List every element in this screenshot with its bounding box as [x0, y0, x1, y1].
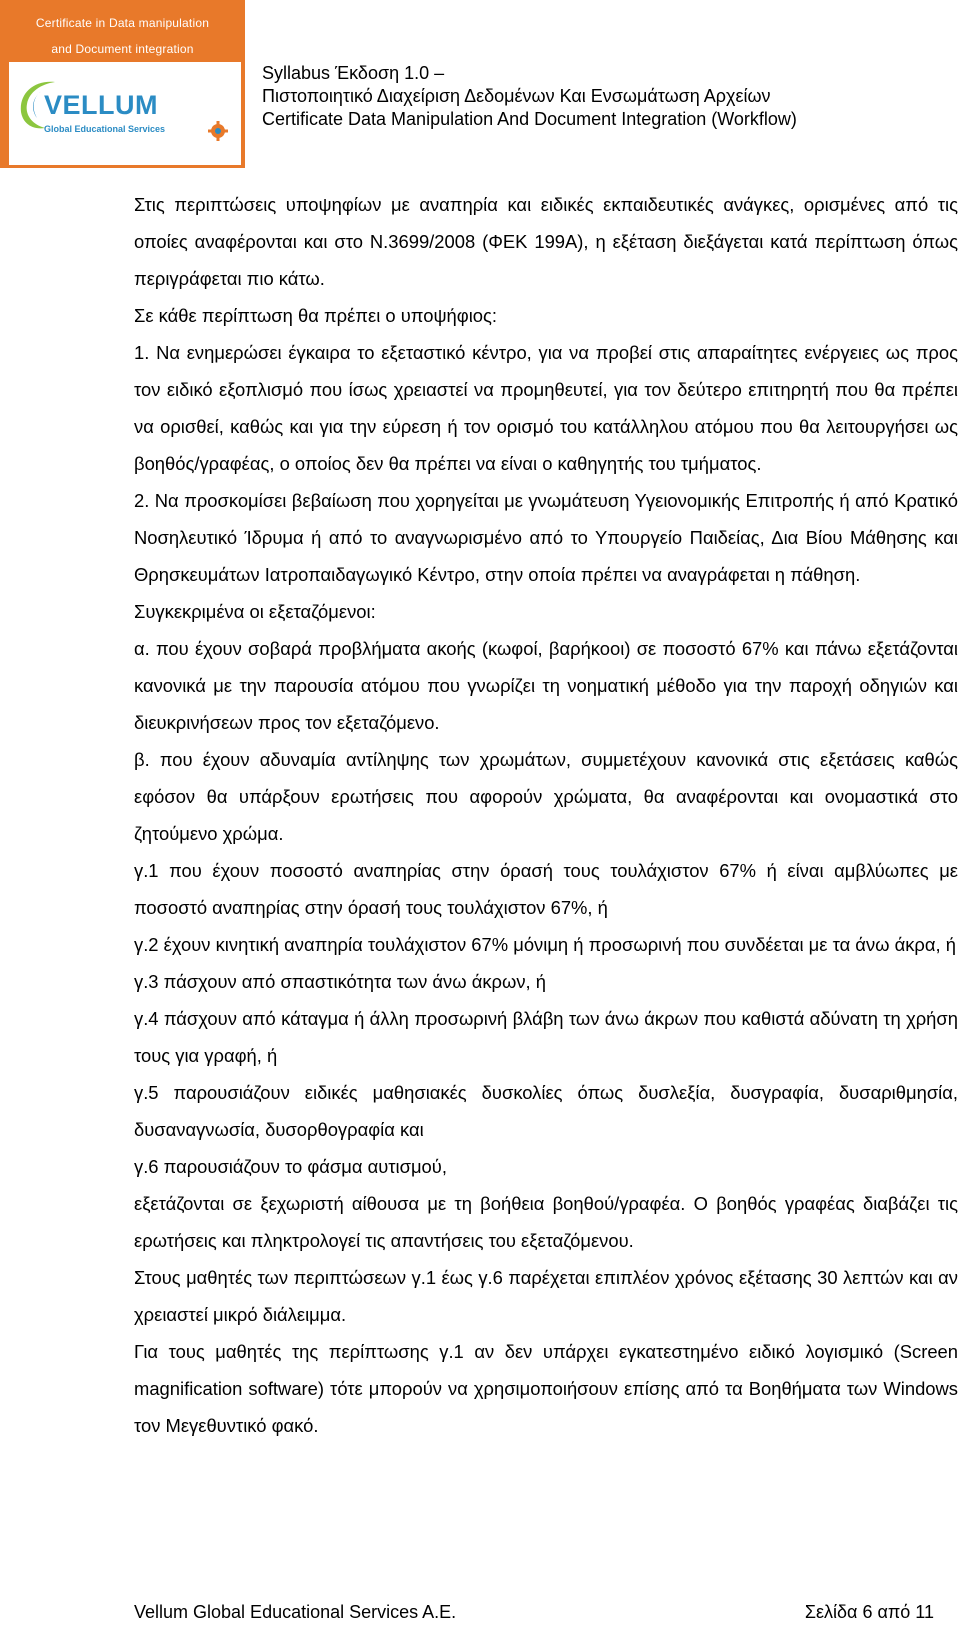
paragraph: γ.5 παρουσιάζουν ειδικές μαθησιακές δυσκολίες όπως δυσλεξία, δυσγραφία, δυσαριθμησία, δυσαναγνωσία, δυσορθογραφία και	[134, 1082, 958, 1140]
paragraph: 2. Να προσκομίσει βεβαίωση που χορηγείται με γνωμάτευση Υγειονομικής Επιτροπής ή από Κρατικό Νοσηλευτικό Ίδρυμα ή από το αναγνωρισμένο από το Υπουργείο Παιδείας, Δια Βίου Μάθησης και Θρησκευμάτων Ιατροπαιδαγωγικό Κέντρο, στην οποία πρέπει να αναγράφεται η πάθηση.	[134, 490, 958, 585]
page-header	[262, 62, 797, 131]
paragraph: γ.3 πάσχουν από σπαστικότητα των άνω άκρων, ή	[134, 971, 547, 992]
page-number: Σελίδα 6 από 11	[804, 1602, 934, 1622]
paragraph: Στους μαθητές των περιπτώσεων γ.1 έως γ.6 παρέχεται επιπλέον χρόνος εξέτασης 30 λεπτών και αν χρειαστεί μικρό διάλειμμα.	[134, 1267, 958, 1325]
vellum-logo	[0, 0, 245, 168]
logo-brand-subtitle: Global Educational Services	[44, 124, 166, 134]
logo-card	[9, 62, 241, 165]
paragraph: γ.1 που έχουν ποσοστό αναπηρίας στην όρασή τους τουλάχιστον 67% ή είναι αμβλύωπες με ποσοστό αναπηρίας στην όρασή τους τουλάχιστον 67%, ή	[134, 860, 958, 918]
paragraph: α. που έχουν σοβαρά προβλήματα ακοής (κωφοί, βαρήκοοι) σε ποσοστό 67% και πάνω εξετάζονται κανονικά με την παρουσία ατόμου που γνωρίζει τη νοηματική μέθοδο για την παροχή οδηγιών και διευκρινήσεων προς τον εξεταζόμενο.	[134, 638, 958, 733]
header-title-english: Certificate Data Manipulation And Document Integration (Workflow)	[262, 109, 797, 129]
gear-icon	[207, 120, 229, 142]
paragraph: β. που έχουν αδυναμία αντίληψης των χρωμάτων, συμμετέχουν κανονικά στις εξετάσεις καθώς εφόσον θα υπάρξουν ερωτήσεις που αφορούν χρώματα, θα αναφέρονται και ονομαστικά στο ζητούμενο χρώμα.	[134, 749, 958, 844]
header-title-greek: Πιστοποιητικό Διαχείριση Δεδομένων Και Ενσωμάτωση Αρχείων	[262, 86, 771, 106]
paragraph: γ.6 παρουσιάζουν το φάσμα αυτισμού,	[134, 1156, 447, 1177]
paragraph: Συγκεκριμένα οι εξεταζόμενοι:	[134, 601, 376, 622]
syllabus-version: Syllabus Έκδοση 1.0 –	[262, 63, 445, 83]
logo-brand: VELLUM	[44, 90, 158, 120]
logo-certificate-line: Certificate in Data manipulation	[35, 16, 210, 30]
footer-company: Vellum Global Educational Services A.E.	[134, 1602, 457, 1622]
logo-integration-line: and Document integration	[51, 42, 194, 56]
paragraph: Στις περιπτώσεις υποψηφίων με αναπηρία και ειδικές εκπαιδευτικές ανάγκες, ορισμένες από τις οποίες αναφέρονται και στο Ν.3699/2008 (ΦΕΚ 199Α), η εξέταση διεξάγεται κατά περίπτωση όπως περιγράφεται πιο κάτω.	[134, 194, 958, 289]
paragraph: γ.2 έχουν κινητική αναπηρία τουλάχιστον 67% μόνιμη ή προσωρινή που συνδέεται με τα άνω άκρα, ή	[134, 934, 956, 955]
paragraph: 1. Να ενημερώσει έγκαιρα το εξεταστικό κέντρο, για να προβεί στις απαραίτητες ενέργειες ως προς τον ειδικό εξοπλισμό που ίσως χρειαστεί να προμηθευτεί, για τον δεύτερο επιτηρητή που θα πρέπει να ορισθεί, καθώς και για την εύρεση ή τον ορισμό του κατάλληλου ατόμου που θα λειτουργήσει ως βοηθός/γραφέας, ο οποίος δεν θα πρέπει να είναι ο καθηγητής του τμήματος.	[134, 342, 958, 474]
paragraph: Σε κάθε περίπτωση θα πρέπει ο υποψήφιος:	[134, 305, 497, 326]
paragraph: εξετάζονται σε ξεχωριστή αίθουσα με τη βοήθεια βοηθού/γραφέα. Ο βοηθός γραφέας διαβάζει τις ερωτήσεις και πληκτρολογεί τις απαντήσεις του εξεταζόμενου.	[134, 1193, 958, 1251]
paragraph: Για τους μαθητές της περίπτωσης γ.1 αν δεν υπάρχει εγκατεστημένο ειδικό λογισμικό (Screen magnification software) τότε μπορούν να χρησιμοποιήσουν επίσης από τα Βοηθήματα των Windows τον Μεγεθυντικό φακό.	[134, 1341, 958, 1436]
document-body	[134, 186, 958, 1444]
paragraph: γ.4 πάσχουν από κάταγμα ή άλλη προσωρινή βλάβη των άνω άκρων που καθιστά αδύνατη τη χρήση τους για γραφή, ή	[134, 1008, 958, 1066]
